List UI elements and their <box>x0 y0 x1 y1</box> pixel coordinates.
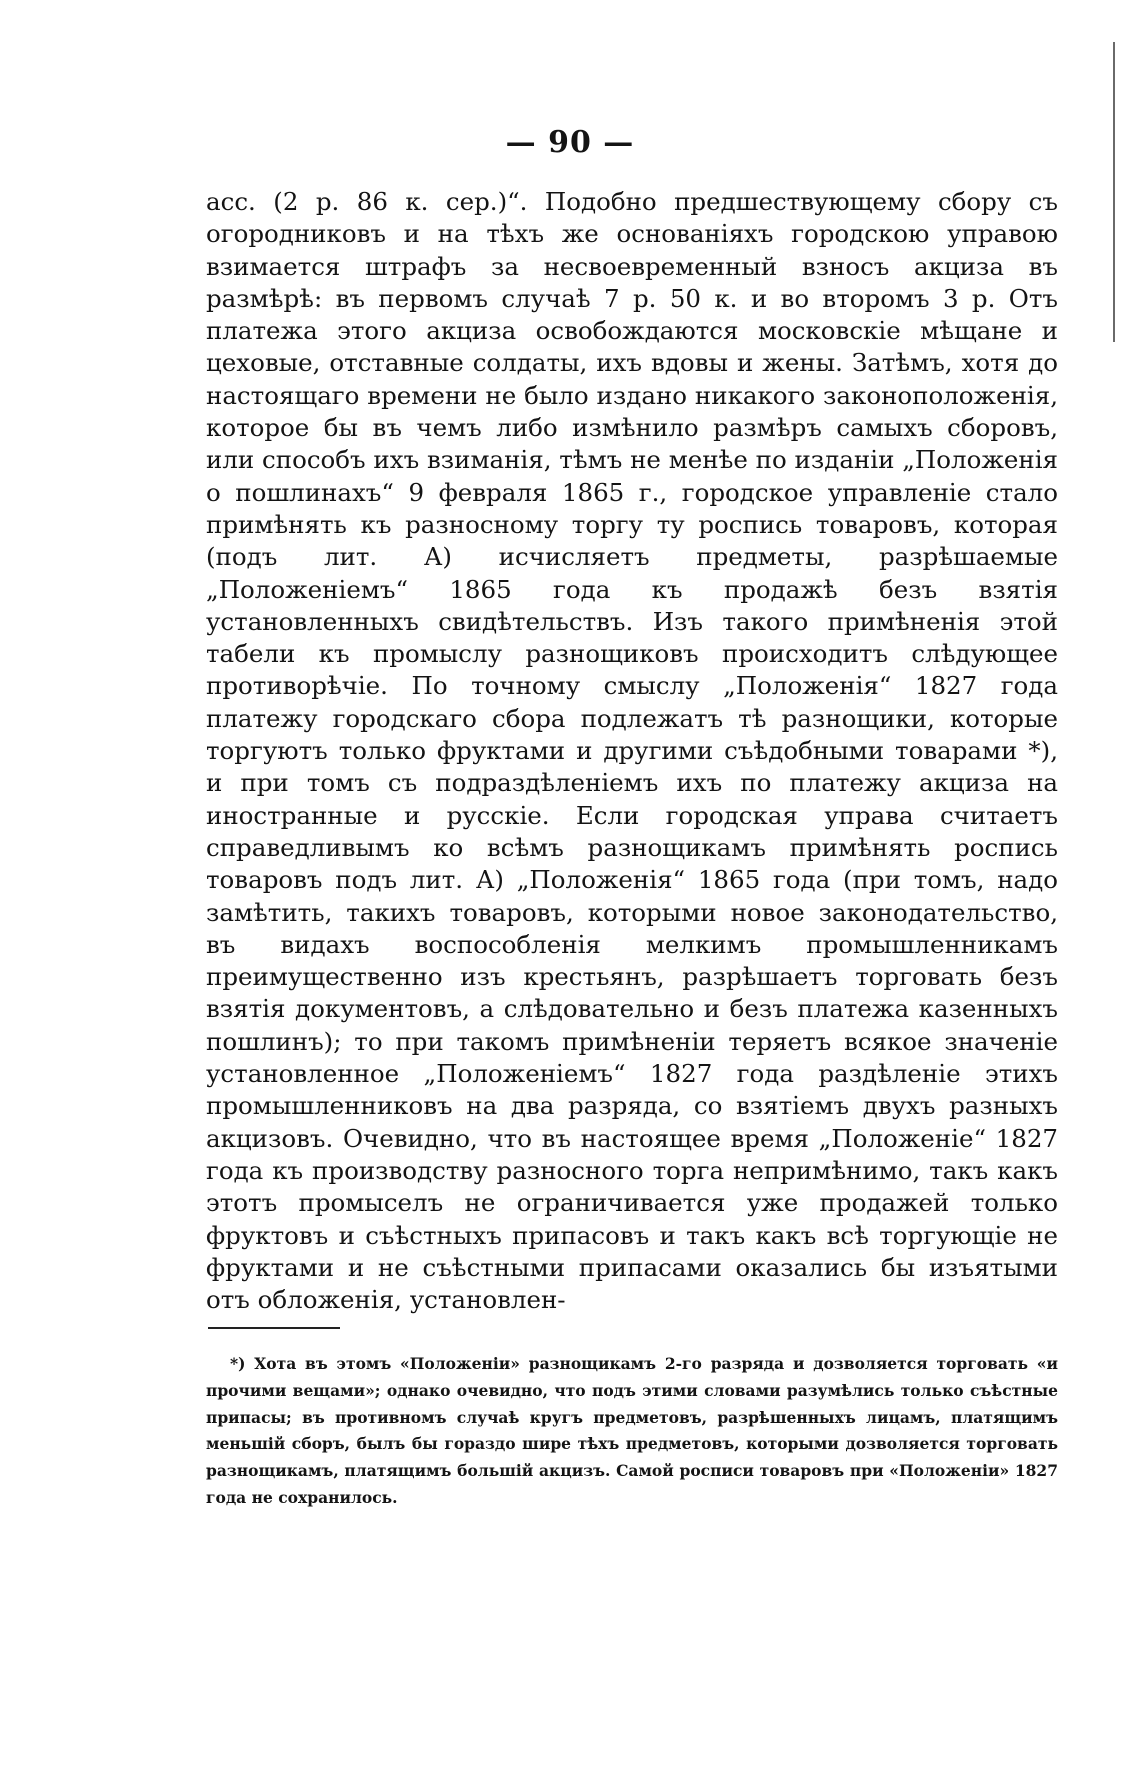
scan-edge-line <box>1113 42 1115 342</box>
footnote-divider <box>208 1327 340 1329</box>
footnote-text: *) Хота въ этомъ «Положеніи» разнощикамъ 2-го разряда и дозволяется торговать «и прочими вещами»; однако очевидно, что подъ этими словами разумѣлись только съѣстные припасы; въ противномъ случаѣ кругъ предметовъ, разрѣшенныхъ лицамъ, платящимъ меньшій сборъ, былъ бы гораздо шире тѣхъ предметовъ, которыми дозволяется торговать разнощикамъ, платящимъ большій акцизъ. Самой росписи товаровъ при «Положеніи» 1827 года не сохранилось. <box>206 1354 1058 1507</box>
main-body-paragraph: асс. (2 р. 86 к. сер.)“. Подобно предшествующему сбору съ огородниковъ и на тѣхъ же основаніяхъ городскою управою взимается штрафъ за несвоевременный взносъ акциза въ размѣрѣ: въ первомъ случаѣ 7 р. 50 к. и во второмъ 3 р. Отъ платежа этого акциза освобождаются московскіе мѣщане и цеховые, отставные солдаты, ихъ вдовы и жены. Затѣмъ, хотя до настоящаго времени не было издано никакого законоположенія, которое бы въ чемъ либо измѣнило размѣръ самыхъ сборовъ, или способъ ихъ взиманія, тѣмъ не менѣе по изданіи „Положенія о пошлинахъ“ 9 февраля 1865 г., городское управленіе стало примѣнять къ разносному торгу ту роспись товаровъ, которая (подъ лит. А) исчисляетъ предметы, разрѣшаемые „Положеніемъ“ 1865 года къ продажѣ безъ взятія установленныхъ свидѣтельствъ. Изъ такого примѣненія этой табели къ промыслу разнощиковъ происходитъ слѣдующее противорѣчіе. По точному смыслу „Положенія“ 1827 года платежу городскаго сбора подлежатъ тѣ разнощики, которые торгуютъ только фруктами и другими съѣдобными товарами *), и при томъ съ подраздѣленіемъ ихъ по платежу акциза на иностранные и русскіе. Если городская управа считаетъ справедливымъ ко всѣмъ разнощикамъ примѣнять роспись товаровъ подъ лит. А) „Положенія“ 1865 года (при томъ, надо замѣтить, такихъ товаровъ, которыми новое законодательство, въ видахъ воспособленія мелкимъ промышленникамъ преимущественно изъ крестьянъ, разрѣшаетъ торговать безъ взятія документовъ, а слѣдовательно и безъ платежа казенныхъ пошлинъ); то при такомъ примѣненіи теряетъ всякое значеніе установленное „Положеніемъ“ 1827 года раздѣленіе этихъ промышленниковъ на два разряда, со взятіемъ двухъ разныхъ акцизовъ. Очевидно, что въ настоящее время „Положеніе“ 1827 года къ производству разносного торга непримѣнимо, такъ какъ этотъ промыселъ не ограничивается уже продажей только фруктовъ и съѣстныхъ припасовъ и такъ какъ всѣ торгующіе не фруктами и не съѣстными припасами оказались бы изъятыми отъ обложенія, установлен- <box>206 187 1058 1315</box>
page-number: — 90 — <box>505 125 635 160</box>
